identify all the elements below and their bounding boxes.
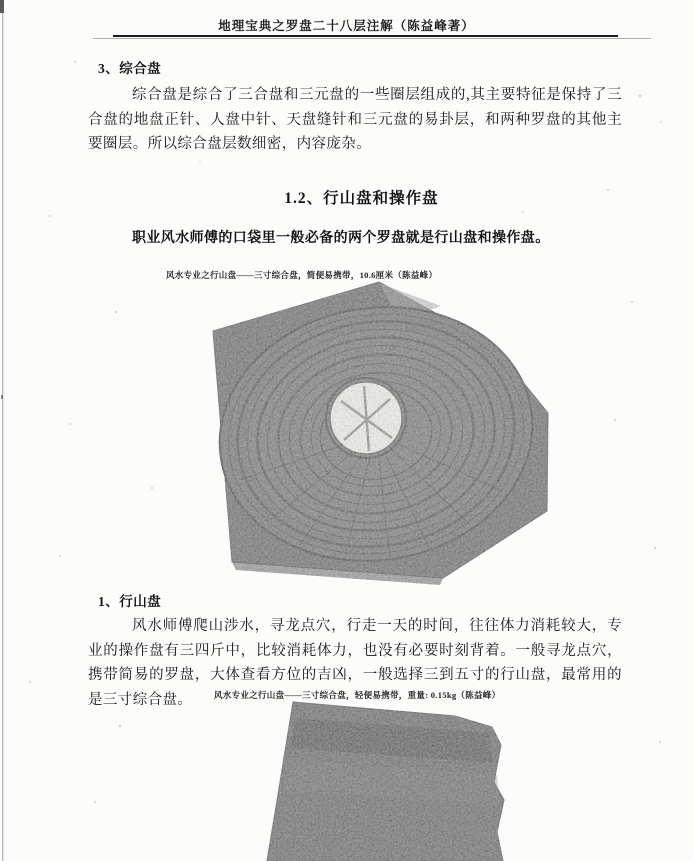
luopan-photo-figure2-partial: [267, 702, 504, 861]
section-heading-xingshanpan: 1、行山盘: [98, 594, 162, 609]
running-header-title: 地理宝典之罗盘二十八层注解（陈益峰著）: [218, 19, 475, 33]
scan-edge-line: [0, 0, 4, 861]
paragraph-xingshanpan: 风水师傅爬山涉水，寻龙点穴，行走一天的时间，往往体力消耗较大，专业的操作盘有三四斤中，比较消耗体力，也没有必要时刻背着。一般寻龙点穴，携带简易的罗盘，大体查看方位的吉凶，一般选择三到五寸的行山盘，最常用的是三寸综合盘。: [88, 618, 622, 708]
figure2-caption: 风水专业之行山盘——三寸综合盘，轻便易携带，重量: 0.15kg（陈益峰）: [214, 690, 501, 700]
paragraph-zonghepan: 综合盘是综合了三合盘和三元盘的一些圈层组成的,其主要特征是保持了三合盘的地盘正针、人盘中针、天盘缝针和三元盘的易卦层，和两种罗盘的其他主要圈层。所以综合盘层数细密，内容庞杂。: [88, 87, 622, 153]
compass-needle-cross: [341, 386, 392, 451]
dial-spokes: [240, 434, 500, 558]
lead-paragraph: 职业风水师傅的口袋里一般必备的两个罗盘就是行山盘和操作盘。: [132, 231, 550, 246]
luopan-photo-figure1: [201, 282, 551, 585]
section-heading-xingshan-caozuo: 1.2、行山盘和操作盘: [284, 190, 439, 207]
header-rule-shadow: [93, 38, 651, 39]
figure1-caption: 风水专业之行山盘——三寸综合盘，简便易携带，10.6厘米（陈益峰）: [166, 270, 438, 280]
section-heading-zonghepan: 3、综合盘: [98, 61, 162, 76]
header-rule: [113, 35, 618, 37]
heaven-pool: [330, 382, 402, 454]
